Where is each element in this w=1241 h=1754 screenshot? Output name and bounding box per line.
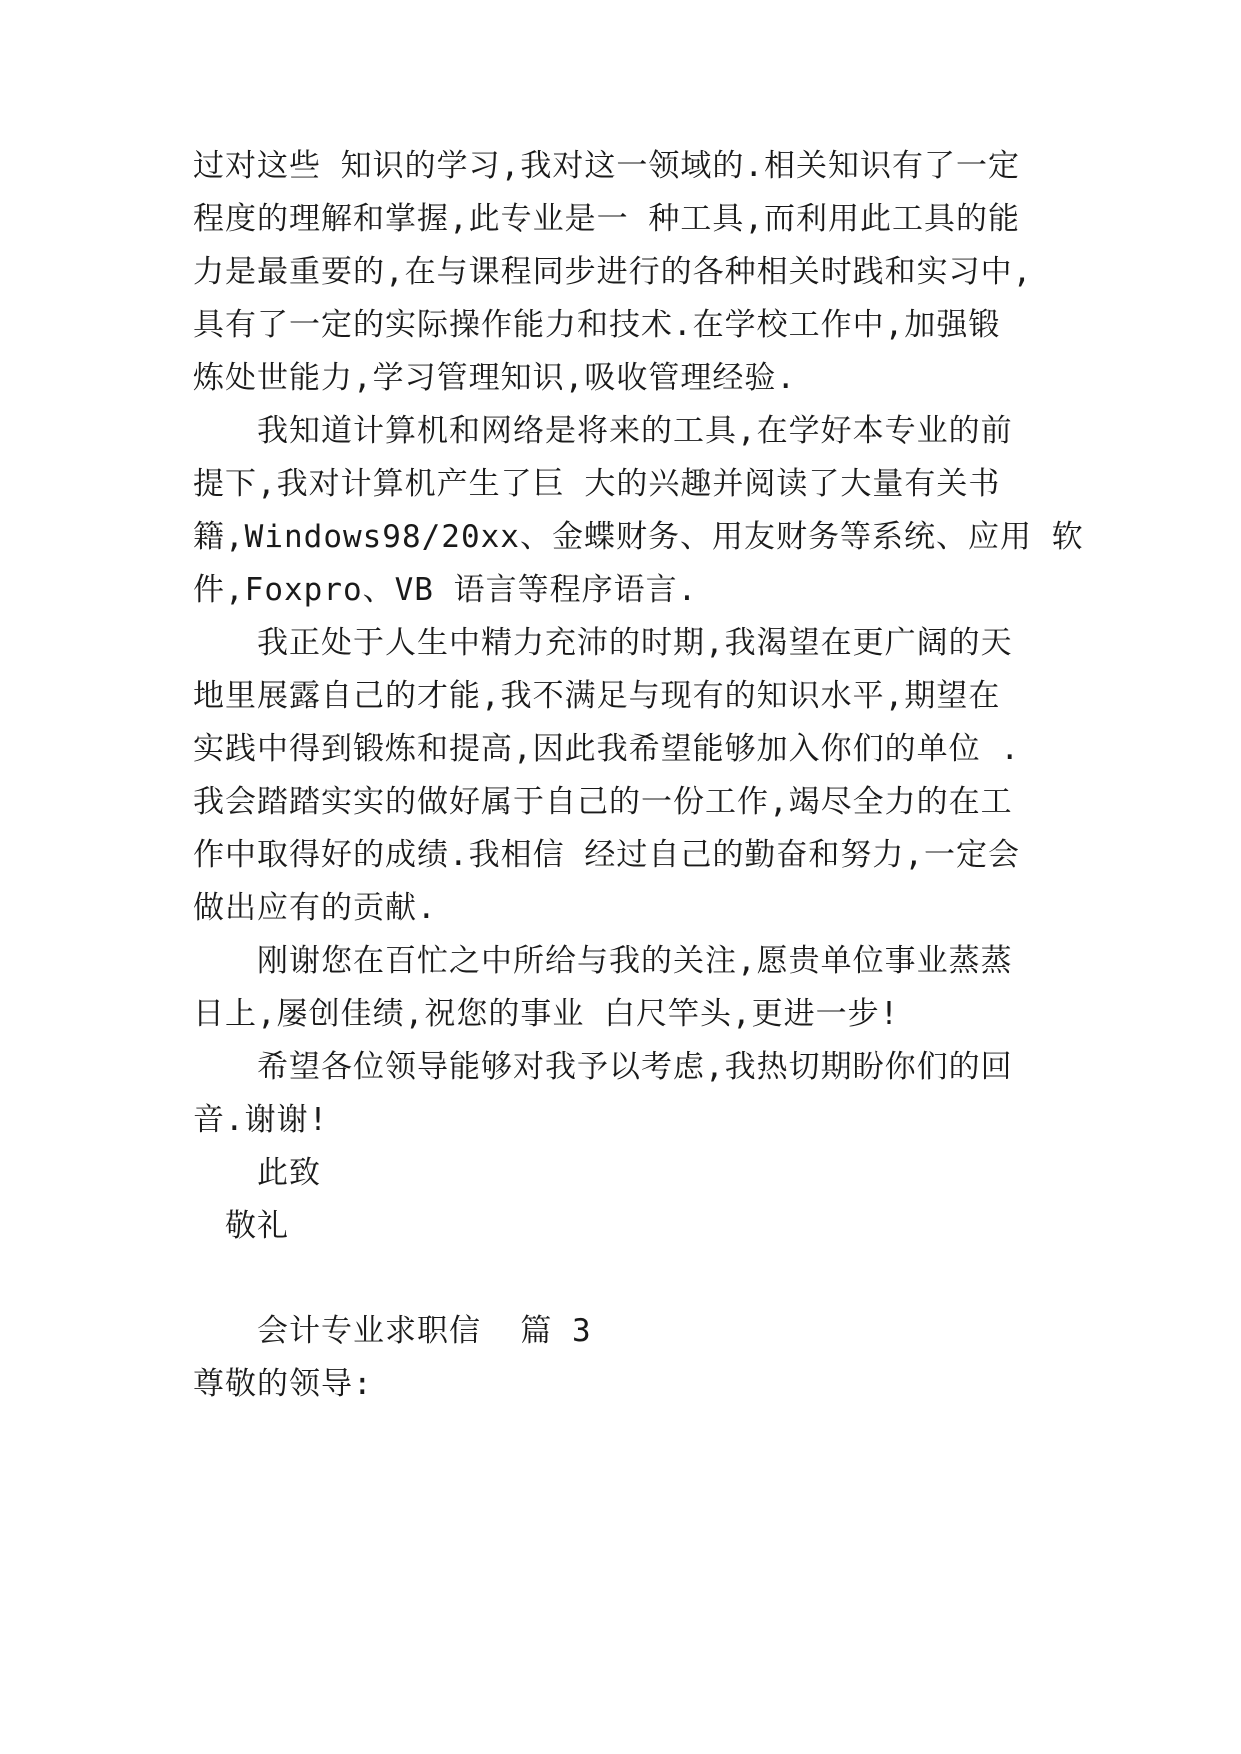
closing-regards: 敬礼 bbox=[225, 1208, 289, 1244]
paragraph-first-line: 我知道计算机和网络是将来的工具,在学好本专业的前 bbox=[257, 413, 1013, 449]
text-line: 籍,Windows98/20xx、金蝶财务、用友财务等系统、应用 软 bbox=[193, 519, 1084, 555]
text-line: 实践中得到锻炼和提高,因此我希望能够加入你们的单位 . bbox=[193, 731, 1020, 767]
section-title: 会计专业求职信 篇 3 bbox=[257, 1313, 592, 1349]
text-line: 具有了一定的实际操作能力和技术.在学校工作中,加强锻 bbox=[193, 307, 1001, 343]
text-line: 提下,我对计算机产生了巨 大的兴趣并阅读了大量有关书 bbox=[193, 466, 1001, 502]
text-line: 炼处世能力,学习管理知识,吸收管理经验. bbox=[193, 360, 796, 396]
text-line: 日上,屡创佳绩,祝您的事业 白尺竿头,更进一步! bbox=[193, 996, 900, 1032]
paragraph-first-line: 我正处于人生中精力充沛的时期,我渴望在更广阔的天 bbox=[257, 625, 1013, 661]
text-line: 件,Foxpro、VB 语言等程序语言. bbox=[193, 572, 698, 608]
text-line: 做出应有的贡献. bbox=[193, 890, 437, 926]
letter-greeting: 尊敬的领导: bbox=[193, 1366, 373, 1402]
text-line: 我会踏踏实实的做好属于自己的一份工作,竭尽全力的在工 bbox=[193, 784, 1013, 820]
text-line: 音.谢谢! bbox=[193, 1102, 329, 1138]
paragraph-first-line: 希望各位领导能够对我予以考虑,我热切期盼你们的回 bbox=[257, 1049, 1013, 1085]
text-line: 程度的理解和掌握,此专业是一 种工具,而利用此工具的能 bbox=[193, 201, 1020, 237]
paragraph-first-line: 刚谢您在百忙之中所给与我的关注,愿贵单位事业蒸蒸 bbox=[257, 943, 1013, 979]
text-line: 地里展露自己的才能,我不满足与现有的知识水平,期望在 bbox=[193, 678, 1001, 714]
text-line: 力是最重要的,在与课程同步进行的各种相关时践和实习中, bbox=[193, 254, 1033, 290]
text-line: 作中取得好的成绩.我相信 经过自己的勤奋和努力,一定会 bbox=[193, 837, 1020, 873]
text-line: 过对这些 知识的学习,我对这一领域的.相关知识有了一定 bbox=[193, 148, 1020, 184]
closing-salutation: 此致 bbox=[257, 1155, 321, 1191]
